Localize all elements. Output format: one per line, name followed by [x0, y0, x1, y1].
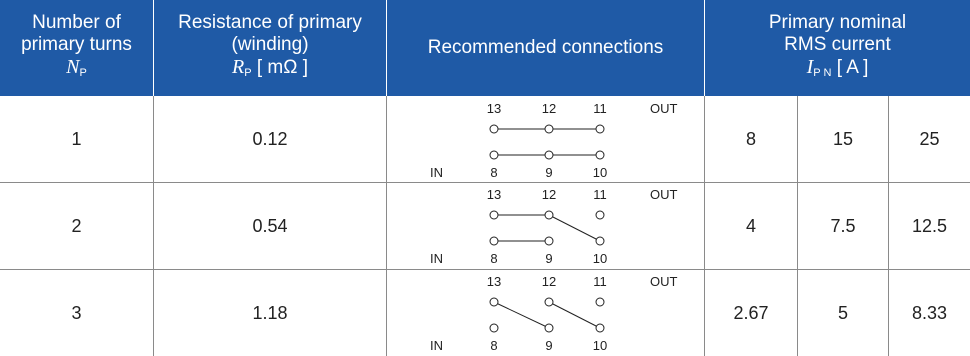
- resistance-subscript: P: [244, 67, 252, 79]
- terminal-8-label: 8: [490, 165, 498, 180]
- terminal-12-label: 12: [541, 101, 557, 116]
- in-label: IN: [430, 338, 443, 353]
- terminal-13-label: 13: [486, 187, 502, 202]
- turns-subscript: P: [79, 67, 87, 79]
- terminal-11: [596, 298, 604, 306]
- row2-current-b: 7.5: [830, 215, 856, 236]
- in-label: IN: [430, 251, 443, 266]
- header-resistance: [154, 0, 386, 96]
- terminal-12-label: 12: [541, 274, 557, 289]
- row2-current-a: 4: [745, 215, 756, 236]
- header-connections-label: Recommended connections: [427, 37, 664, 58]
- terminal-13: [490, 298, 498, 306]
- header-turns-line2: primary turns: [21, 34, 132, 55]
- terminal-13: [490, 211, 498, 219]
- terminal-10: [596, 324, 604, 332]
- terminal-9: [545, 151, 553, 159]
- header-current-line1: Primary nominal: [768, 12, 907, 33]
- row3-current-a: 2.67: [733, 302, 769, 323]
- header-connections: [387, 0, 704, 96]
- connection-wire: [549, 215, 600, 241]
- row2-current-c: 12.5: [911, 215, 948, 236]
- row1-current-b: 15: [832, 128, 854, 149]
- connection-wire: [494, 302, 549, 328]
- terminal-13: [490, 125, 498, 133]
- terminal-9: [545, 237, 553, 245]
- terminal-9-label: 9: [545, 338, 553, 353]
- row3-current-c: 8.33: [911, 302, 948, 323]
- header-primary-turns: [0, 0, 153, 96]
- terminal-10-label: 10: [592, 338, 608, 353]
- row2-resistance: 0.54: [252, 215, 288, 236]
- terminal-8: [490, 151, 498, 159]
- terminal-11: [596, 211, 604, 219]
- terminal-12: [545, 125, 553, 133]
- terminal-8: [490, 237, 498, 245]
- terminal-13-label: 13: [486, 274, 502, 289]
- current-subscript: P N: [813, 67, 832, 79]
- terminal-11-label: 11: [593, 101, 607, 116]
- current-unit: [ A ]: [836, 57, 869, 78]
- terminal-9: [545, 324, 553, 332]
- row1-resistance: 0.12: [252, 128, 288, 149]
- row2-connection-diagram: [386, 184, 704, 268]
- terminal-12-label: 12: [541, 187, 557, 202]
- row3-turns: 3: [71, 302, 82, 323]
- row1-connection-diagram: [386, 98, 704, 182]
- row3-resistance: 1.18: [252, 302, 288, 323]
- terminal-11-label: 11: [593, 187, 607, 202]
- row3-current-b: 5: [837, 302, 848, 323]
- terminal-10-label: 10: [592, 165, 608, 180]
- terminal-13-label: 13: [486, 101, 502, 116]
- header-resistance-line2: (winding): [231, 34, 309, 55]
- terminal-10-label: 10: [592, 251, 608, 266]
- terminal-9-label: 9: [545, 165, 553, 180]
- terminal-11: [596, 125, 604, 133]
- terminal-11-label: 11: [593, 274, 607, 289]
- out-label: OUT: [650, 187, 678, 202]
- turns-symbol: N: [66, 56, 80, 78]
- resistance-symbol: R: [231, 56, 245, 78]
- terminal-12: [545, 298, 553, 306]
- terminal-8-label: 8: [490, 338, 498, 353]
- row1-turns: 1: [71, 128, 82, 149]
- header-turns-line1: Number of: [32, 12, 121, 33]
- out-label: OUT: [650, 274, 678, 289]
- in-label: IN: [430, 165, 443, 180]
- header-current-line2: RMS current: [784, 34, 891, 55]
- connection-wire: [549, 302, 600, 328]
- terminal-9-label: 9: [545, 251, 553, 266]
- terminal-8-label: 8: [490, 251, 498, 266]
- terminal-8: [490, 324, 498, 332]
- current-symbol: I: [806, 56, 814, 78]
- row3-connection-diagram: [386, 271, 704, 355]
- terminal-10: [596, 237, 604, 245]
- row2-turns: 2: [71, 215, 82, 236]
- resistance-unit: [ mΩ ]: [256, 57, 308, 78]
- header-current: [705, 0, 970, 96]
- terminal-10: [596, 151, 604, 159]
- out-label: OUT: [650, 101, 678, 116]
- row1-current-c: 25: [919, 128, 940, 149]
- row1-current-a: 8: [745, 128, 756, 149]
- terminal-12: [545, 211, 553, 219]
- header-resistance-line1: Resistance of primary: [178, 12, 362, 33]
